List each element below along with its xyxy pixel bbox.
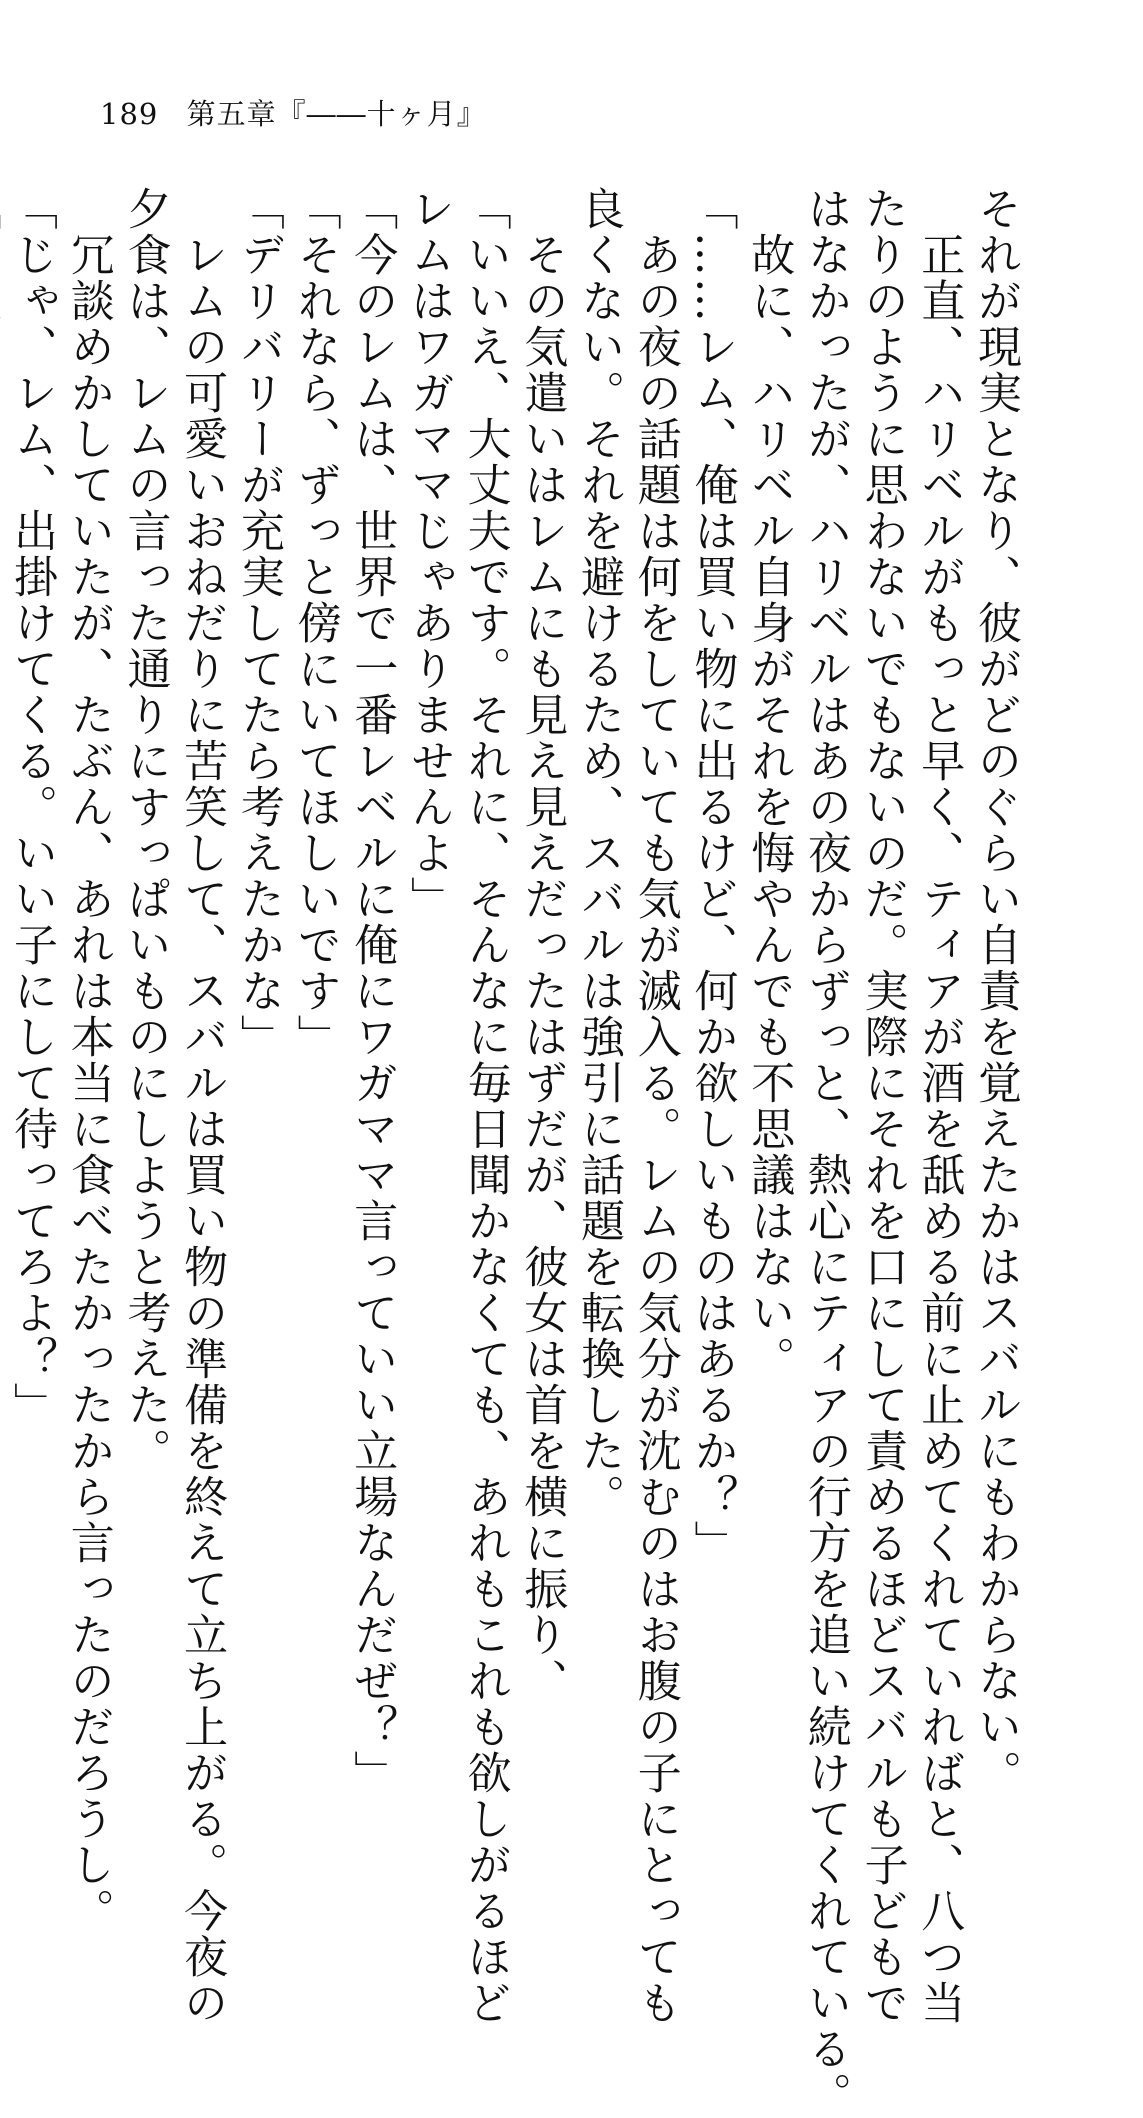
text-line: 故に、ハリベル自身がそれを悔やんでも不思議はない。: [743, 186, 795, 1382]
text-line: 良くない。それを避けるため、スバルは強引に話題を転換した。: [573, 186, 625, 1520]
chapter-title: 第五章『――十ヶ月』: [186, 97, 487, 131]
text-line: 冗談めかしていたが、たぶん、あれは本当に食べたかったから言ったのだろうし。: [62, 186, 114, 1934]
text-line: はなかったが、ハリベルはあの夜からずっと、熱心にティアの行方を追い続けてくれている。: [799, 186, 851, 2118]
body-text: [6, 186, 1023, 2118]
text-line: 「じゃ、レム、出掛けてくる。いい子にして待ってろよ？」: [6, 186, 58, 1428]
text-line: たりのように思わないでもないのだ。実際にそれを口にして責めるほどスバルも子どもで: [856, 186, 908, 2026]
text-line: あの夜の話題は何をしていても気が滅入る。レムの気分が沈むのはお腹の子にとっても: [629, 186, 681, 2026]
text-line: レムはワガママじゃありませんよ」: [402, 186, 454, 922]
text-line: 正直、ハリベルがもっと早く、ティアが酒を舐める前に止めてくれていればと、八つ当: [913, 186, 965, 2026]
text-line: 「いいえ、大丈夫です。それに、そんなに毎日聞かなくても、あれもこれも欲しがるほど: [459, 186, 511, 2026]
text-line: 夕食は、レムの言った通りにすっぱいものにしようと考えた。: [119, 186, 171, 1474]
text-line: 「……レム、俺は買い物に出るけど、何か欲しいものはあるか？」: [686, 186, 738, 1566]
text-line: 「デリバリーが充実してたら考えたかな」: [232, 186, 284, 1060]
text-line: レムの可愛いおねだりに苦笑して、スバルは買い物の準備を終えて立ち上がる。今夜の: [176, 186, 228, 2026]
text-line: 「それなら、ずっと傍にいてほしいです」: [289, 186, 341, 1060]
page-header: [100, 92, 487, 133]
text-line: その気遣いはレムにも見え見えだったはずだが、彼女は首を横に振り、: [516, 186, 568, 1704]
text-line: それが現実となり、彼がどのぐらい自責を覚えたかはスバルにもわからない。: [970, 186, 1021, 1796]
text-line: 「今のレムは、世界で一番レベルに俺にワガママ言っていい立場なんだぜ？」: [346, 186, 398, 1796]
page-number: 189: [100, 97, 159, 131]
